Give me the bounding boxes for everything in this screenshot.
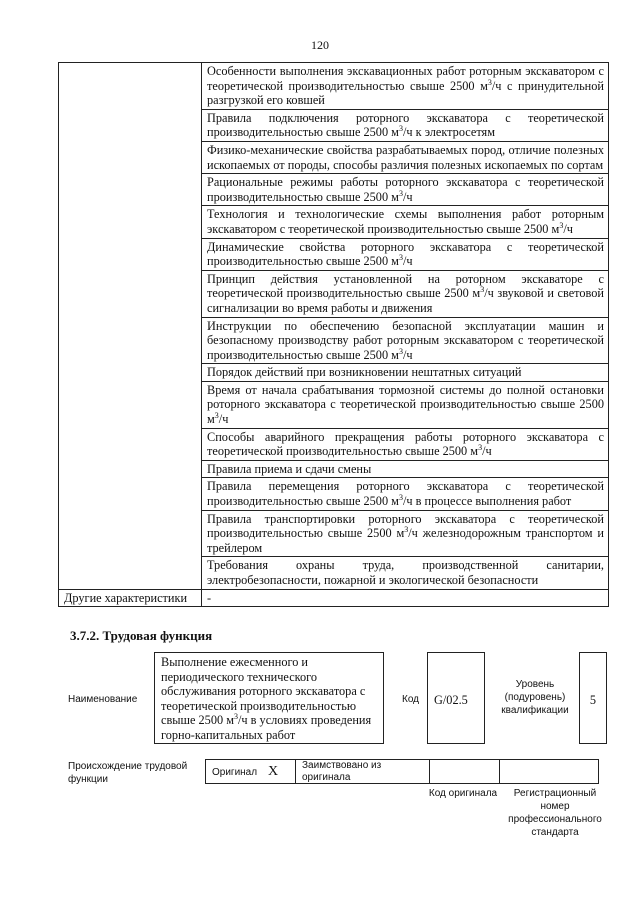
origin-label: Происхождение трудовой функции bbox=[68, 761, 188, 785]
level-label: Уровень (подуровень) квалификации bbox=[501, 679, 569, 716]
labor-function-row bbox=[58, 652, 618, 746]
table-row bbox=[59, 63, 609, 590]
qualification-level: 5 bbox=[579, 652, 607, 744]
original-mark: X bbox=[268, 764, 279, 779]
knowledge-item: Особенности выполнения экскавационных работ роторным экскаватором с теоретической производительностью свыше 2500 $м^3/ч$ с принудительной разгрузкой его ковшей bbox=[207, 64, 604, 108]
knowledge-item: Рациональные режимы работы роторного экскаватора с теоретической производительностью свыше 2500 $м^3/ч$ bbox=[202, 173, 608, 205]
original-label: Оригинал bbox=[212, 767, 258, 778]
knowledge-item: Время от начала срабатывания тормозной системы до полной остановки роторного экскаватора с теоретической производительностью свыше 2500 $м^3/ч$ bbox=[202, 381, 608, 428]
origin-box bbox=[205, 759, 599, 784]
knowledge-item: Технология и технологические схемы выполнения работ роторным экскаватором с теоретической производительностью свыше 2500 $м^3/ч$ bbox=[202, 205, 608, 237]
other-characteristics-label: Другие характеристики bbox=[59, 589, 202, 607]
function-code: G/02.5 bbox=[427, 652, 485, 744]
knowledge-item: Способы аварийного прекращения работы роторного экскаватора с теоретической производительностью свыше 2500 $м^3/ч$ bbox=[202, 428, 608, 460]
original-cell bbox=[206, 760, 296, 783]
knowledge-item: Физико-механические свойства разрабатываемых пород, отличие полезных ископаемых от породы, способы различия полезных ископаемых по сортам bbox=[202, 141, 608, 173]
knowledge-item: Правила приема и сдачи смены bbox=[202, 460, 608, 478]
knowledge-item: Правила перемещения роторного экскаватора с теоретической производительностью свыше 2500 $м^3/ч$ в процессе выполнения работ bbox=[202, 477, 608, 509]
knowledge-item: Инструкции по обеспечению безопасной эксплуатации машин и безопасному производству работ роторным экскаватором с теоретической производительностью свыше 2500 $м^3/ч$ bbox=[202, 317, 608, 364]
original-code-cell bbox=[430, 760, 500, 783]
label-cell-empty bbox=[59, 63, 202, 590]
name-label: Наименование bbox=[68, 694, 138, 705]
knowledge-items-cell bbox=[202, 63, 609, 590]
knowledge-item: Правила транспортировки роторного экскаватора с теоретической производительностью свыше 2500 $м^3/ч$ железнодорожным транспортом и трейлером bbox=[202, 510, 608, 557]
page-number: 120 bbox=[311, 38, 329, 52]
function-name: Выполнение ежесменного и периодического технического обслуживания роторного экскаватора с теоретической производительностью свыше 2500 $м^3/ч$ в условиях проведения горно-капитальных работ bbox=[154, 652, 384, 744]
registration-number-cell bbox=[500, 760, 598, 783]
knowledge-item: Динамические свойства роторного экскаватора с теоретической производительностью свыше 2500 $м^3/ч$ bbox=[202, 238, 608, 270]
other-characteristics-value: - bbox=[202, 589, 609, 607]
original-code-caption: Код оригинала bbox=[428, 788, 498, 799]
knowledge-item: Принцип действия установленной на роторном экскаваторе с теоретической производительностью свыше 2500 $м^3/ч$ звуковой и световой сигнализации во время работы и движения bbox=[202, 270, 608, 317]
section-title: 3.7.2. Трудовая функция bbox=[70, 628, 213, 643]
borrowed-cell bbox=[296, 760, 430, 783]
knowledge-item: Правила подключения роторного экскаватора с теоретической производительностью свыше 2500 $м^3/ч$ к электросетям bbox=[202, 109, 608, 141]
origin-row bbox=[58, 757, 618, 787]
requirements-table bbox=[58, 62, 609, 607]
knowledge-item: Требования охраны труда, производственной санитарии, электробезопасности, пожарной и экологической безопасности bbox=[202, 556, 608, 588]
registration-number-caption: Регистрационный номер профессионального стандарта bbox=[508, 788, 602, 838]
knowledge-items-list bbox=[202, 63, 608, 589]
borrowed-label: Заимствовано из оригинала bbox=[302, 760, 382, 783]
knowledge-item: Порядок действий при возникновении нештатных ситуаций bbox=[202, 363, 608, 381]
code-label: Код bbox=[402, 694, 420, 705]
table-row bbox=[59, 589, 609, 607]
